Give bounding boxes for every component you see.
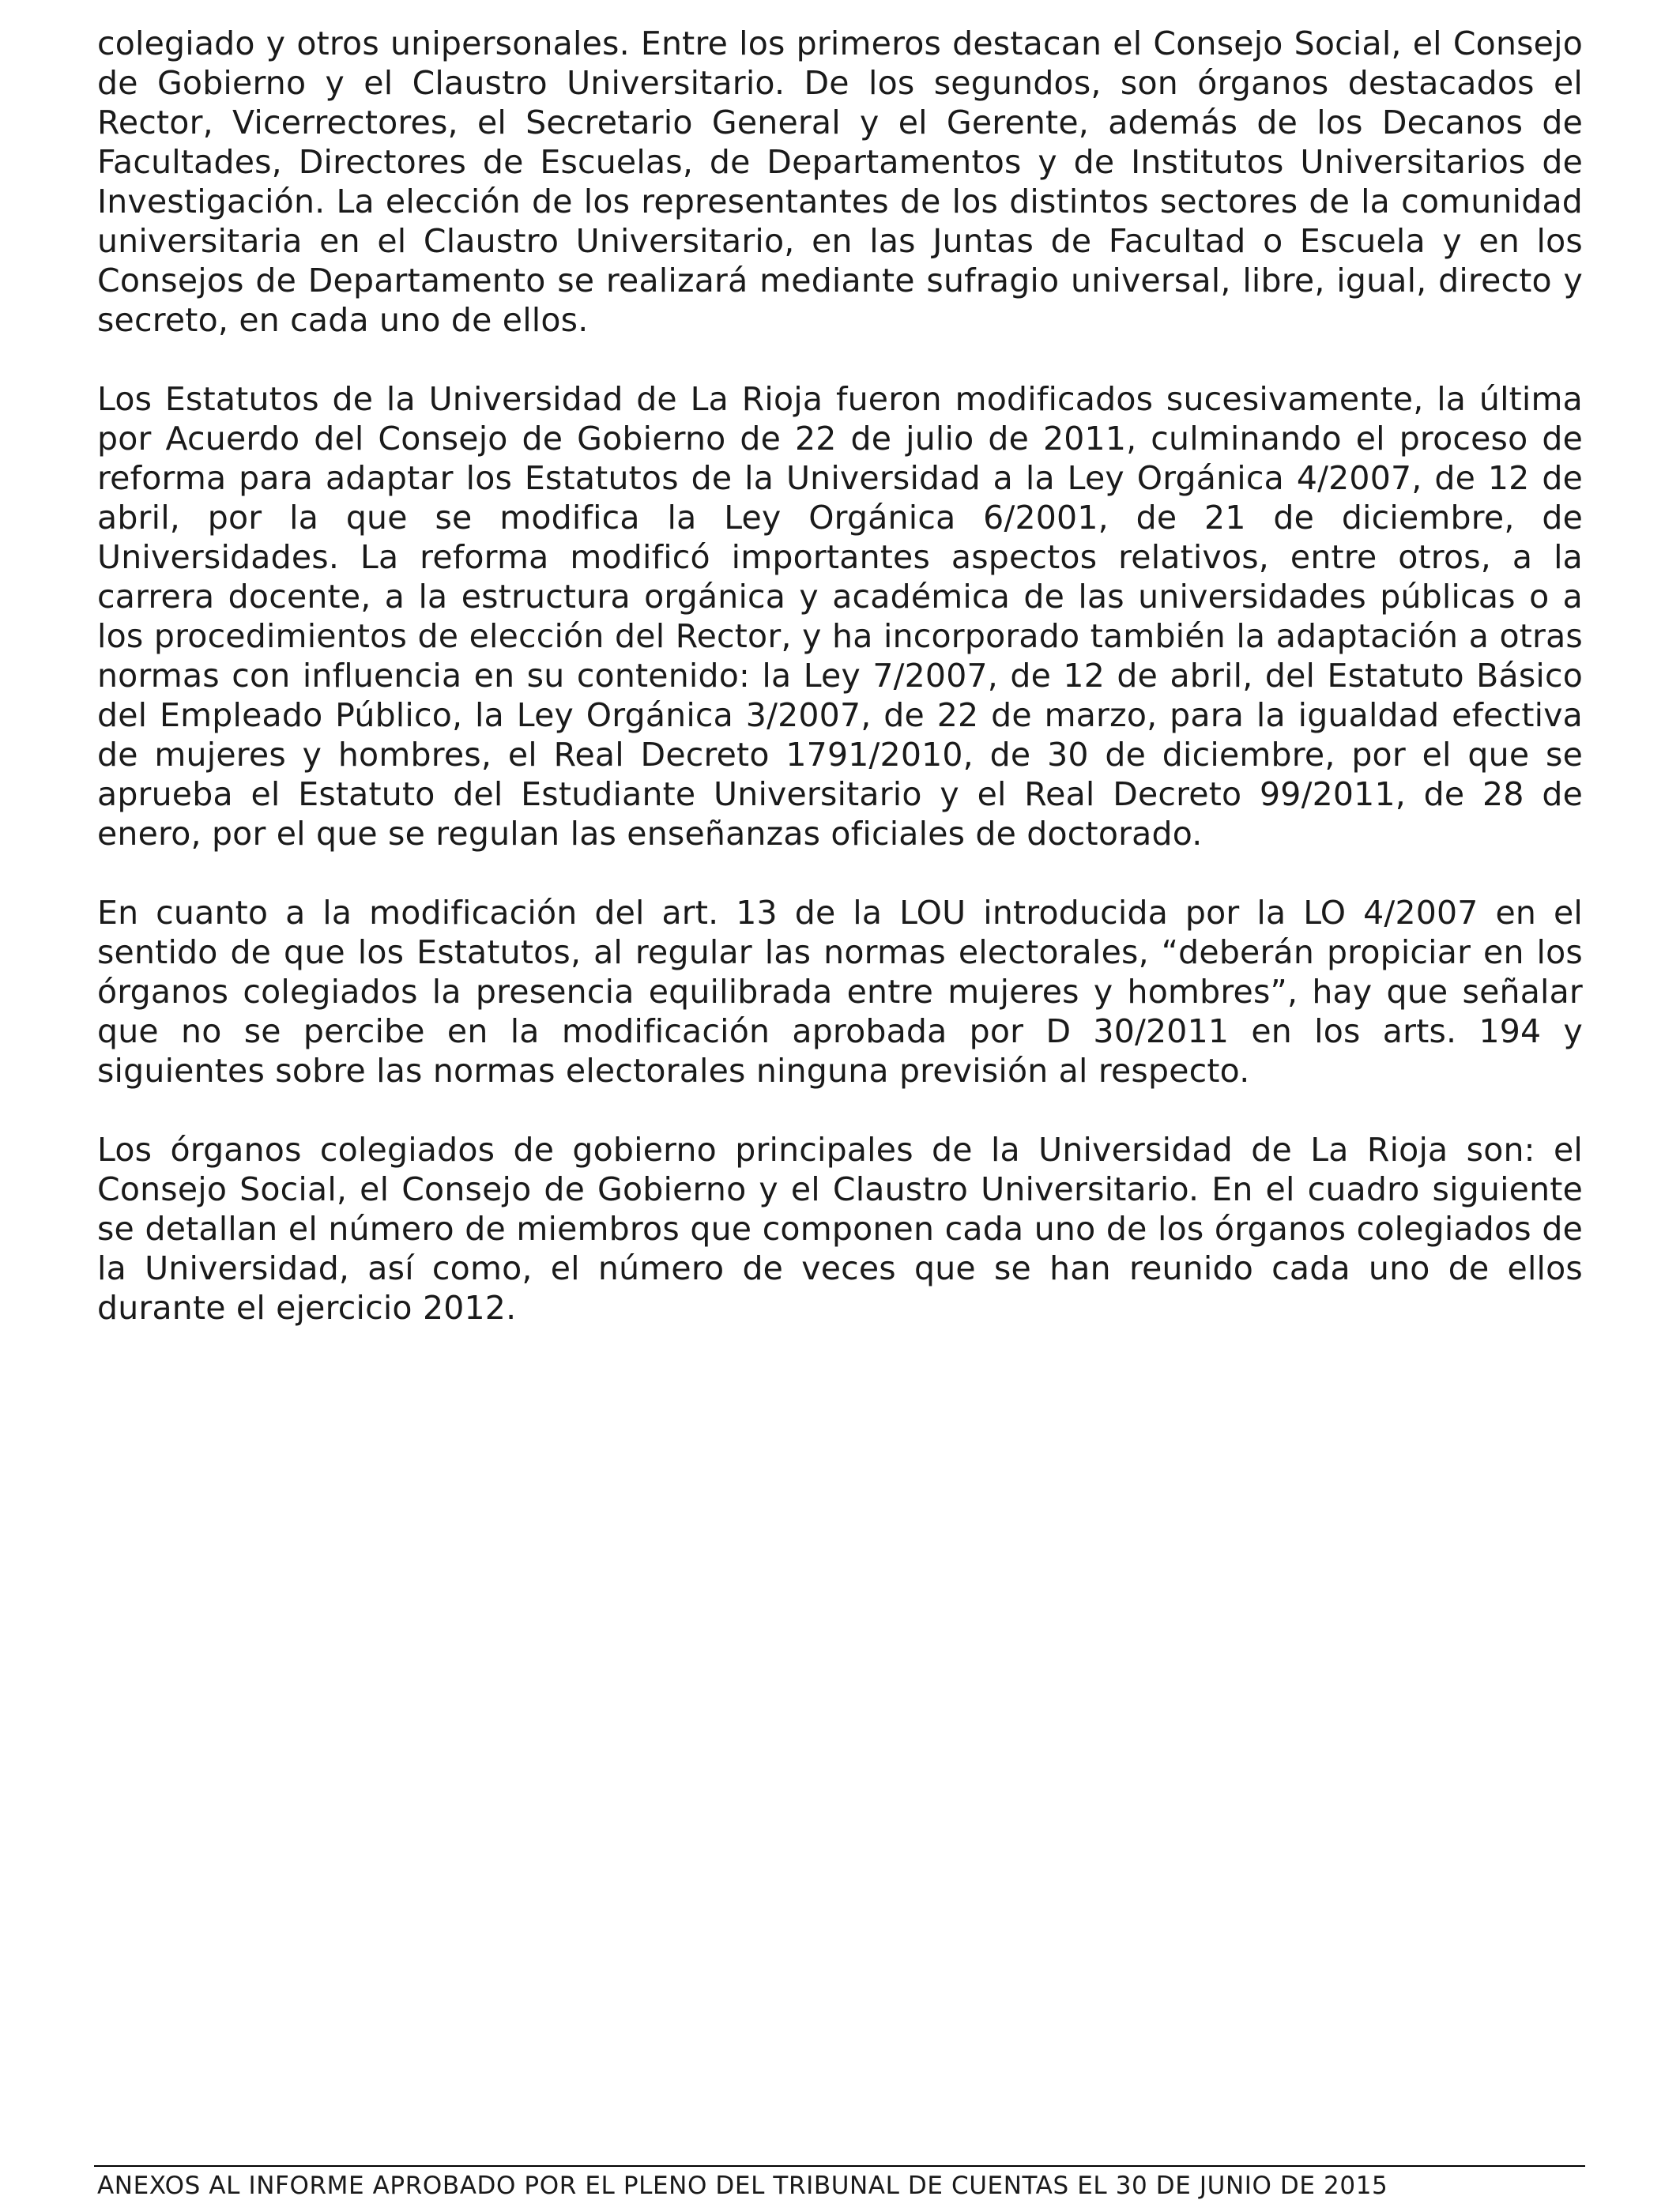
paragraph-art13-lou: En cuanto a la modificación del art. 13 de la LOU introducida por la LO 4/2007 en el sentido de que los Estatutos, al regular las normas electorales, “deberán propiciar en los órganos colegiados la presencia equilibrada entre mujeres y hombres”, hay que señalar que no se percibe en la modificación aprobada por D 30/2011 en los arts. 194 y siguientes sobre las normas electorales ninguna previsión al respecto. <box>97 894 1583 1090</box>
paragraph-organos-unipersonales: colegiado y otros unipersonales. Entre los primeros destacan el Consejo Social, el Consejo de Gobierno y el Claustro Universitario. De los segundos, son órganos destacados el Rector, Vicerrectores, el Secretario General y el Gerente, además de los Decanos de Facultades, Directores de Escuelas, de Departamentos y de Institutos Universitarios de Investigación. La elección de los representantes de los distintos sectores de la comunidad universitaria en el Claustro Universitario, en las Juntas de Facultad o Escuela y en los Consejos de Departamento se realizará mediante sufragio universal, libre, igual, directo y secreto, en cada uno de ellos. <box>97 24 1583 339</box>
footer-divider <box>94 2165 1585 2167</box>
page-footer: ANEXOS AL INFORME APROBADO POR EL PLENO DEL TRIBUNAL DE CUENTAS EL 30 DE JUNIO DE 2015 <box>97 2172 1388 2200</box>
document-body <box>97 24 1583 1367</box>
paragraph-estatutos-modificacion: Los Estatutos de la Universidad de La Rioja fueron modificados sucesivamente, la última por Acuerdo del Consejo de Gobierno de 22 de julio de 2011, culminando el proceso de reforma para adaptar los Estatutos de la Universidad a la Ley Orgánica 4/2007, de 12 de abril, por la que se modifica la Ley Orgánica 6/2001, de 21 de diciembre, de Universidades. La reforma modificó importantes aspectos relativos, entre otros, a la carrera docente, a la estructura orgánica y académica de las universidades públicas o a los procedimientos de elección del Rector, y ha incorporado también la adaptación a otras normas con influencia en su contenido: la Ley 7/2007, de 12 de abril, del Estatuto Básico del Empleado Público, la Ley Orgánica 3/2007, de 22 de marzo, para la igualdad efectiva de mujeres y hombres, el Real Decreto 1791/2010, de 30 de diciembre, por el que se aprueba el Estatuto del Estudiante Universitario y el Real Decreto 99/2011, de 28 de enero, por el que se regulan las enseñanzas oficiales de doctorado. <box>97 380 1583 853</box>
paragraph-organos-colegiados: Los órganos colegiados de gobierno principales de la Universidad de La Rioja son: el Consejo Social, el Consejo de Gobierno y el Claustro Universitario. En el cuadro siguiente se detallan el número de miembros que componen cada uno de los órganos colegiados de la Universidad, así como, el número de veces que se han reunido cada uno de ellos durante el ejercicio 2012. <box>97 1131 1583 1327</box>
